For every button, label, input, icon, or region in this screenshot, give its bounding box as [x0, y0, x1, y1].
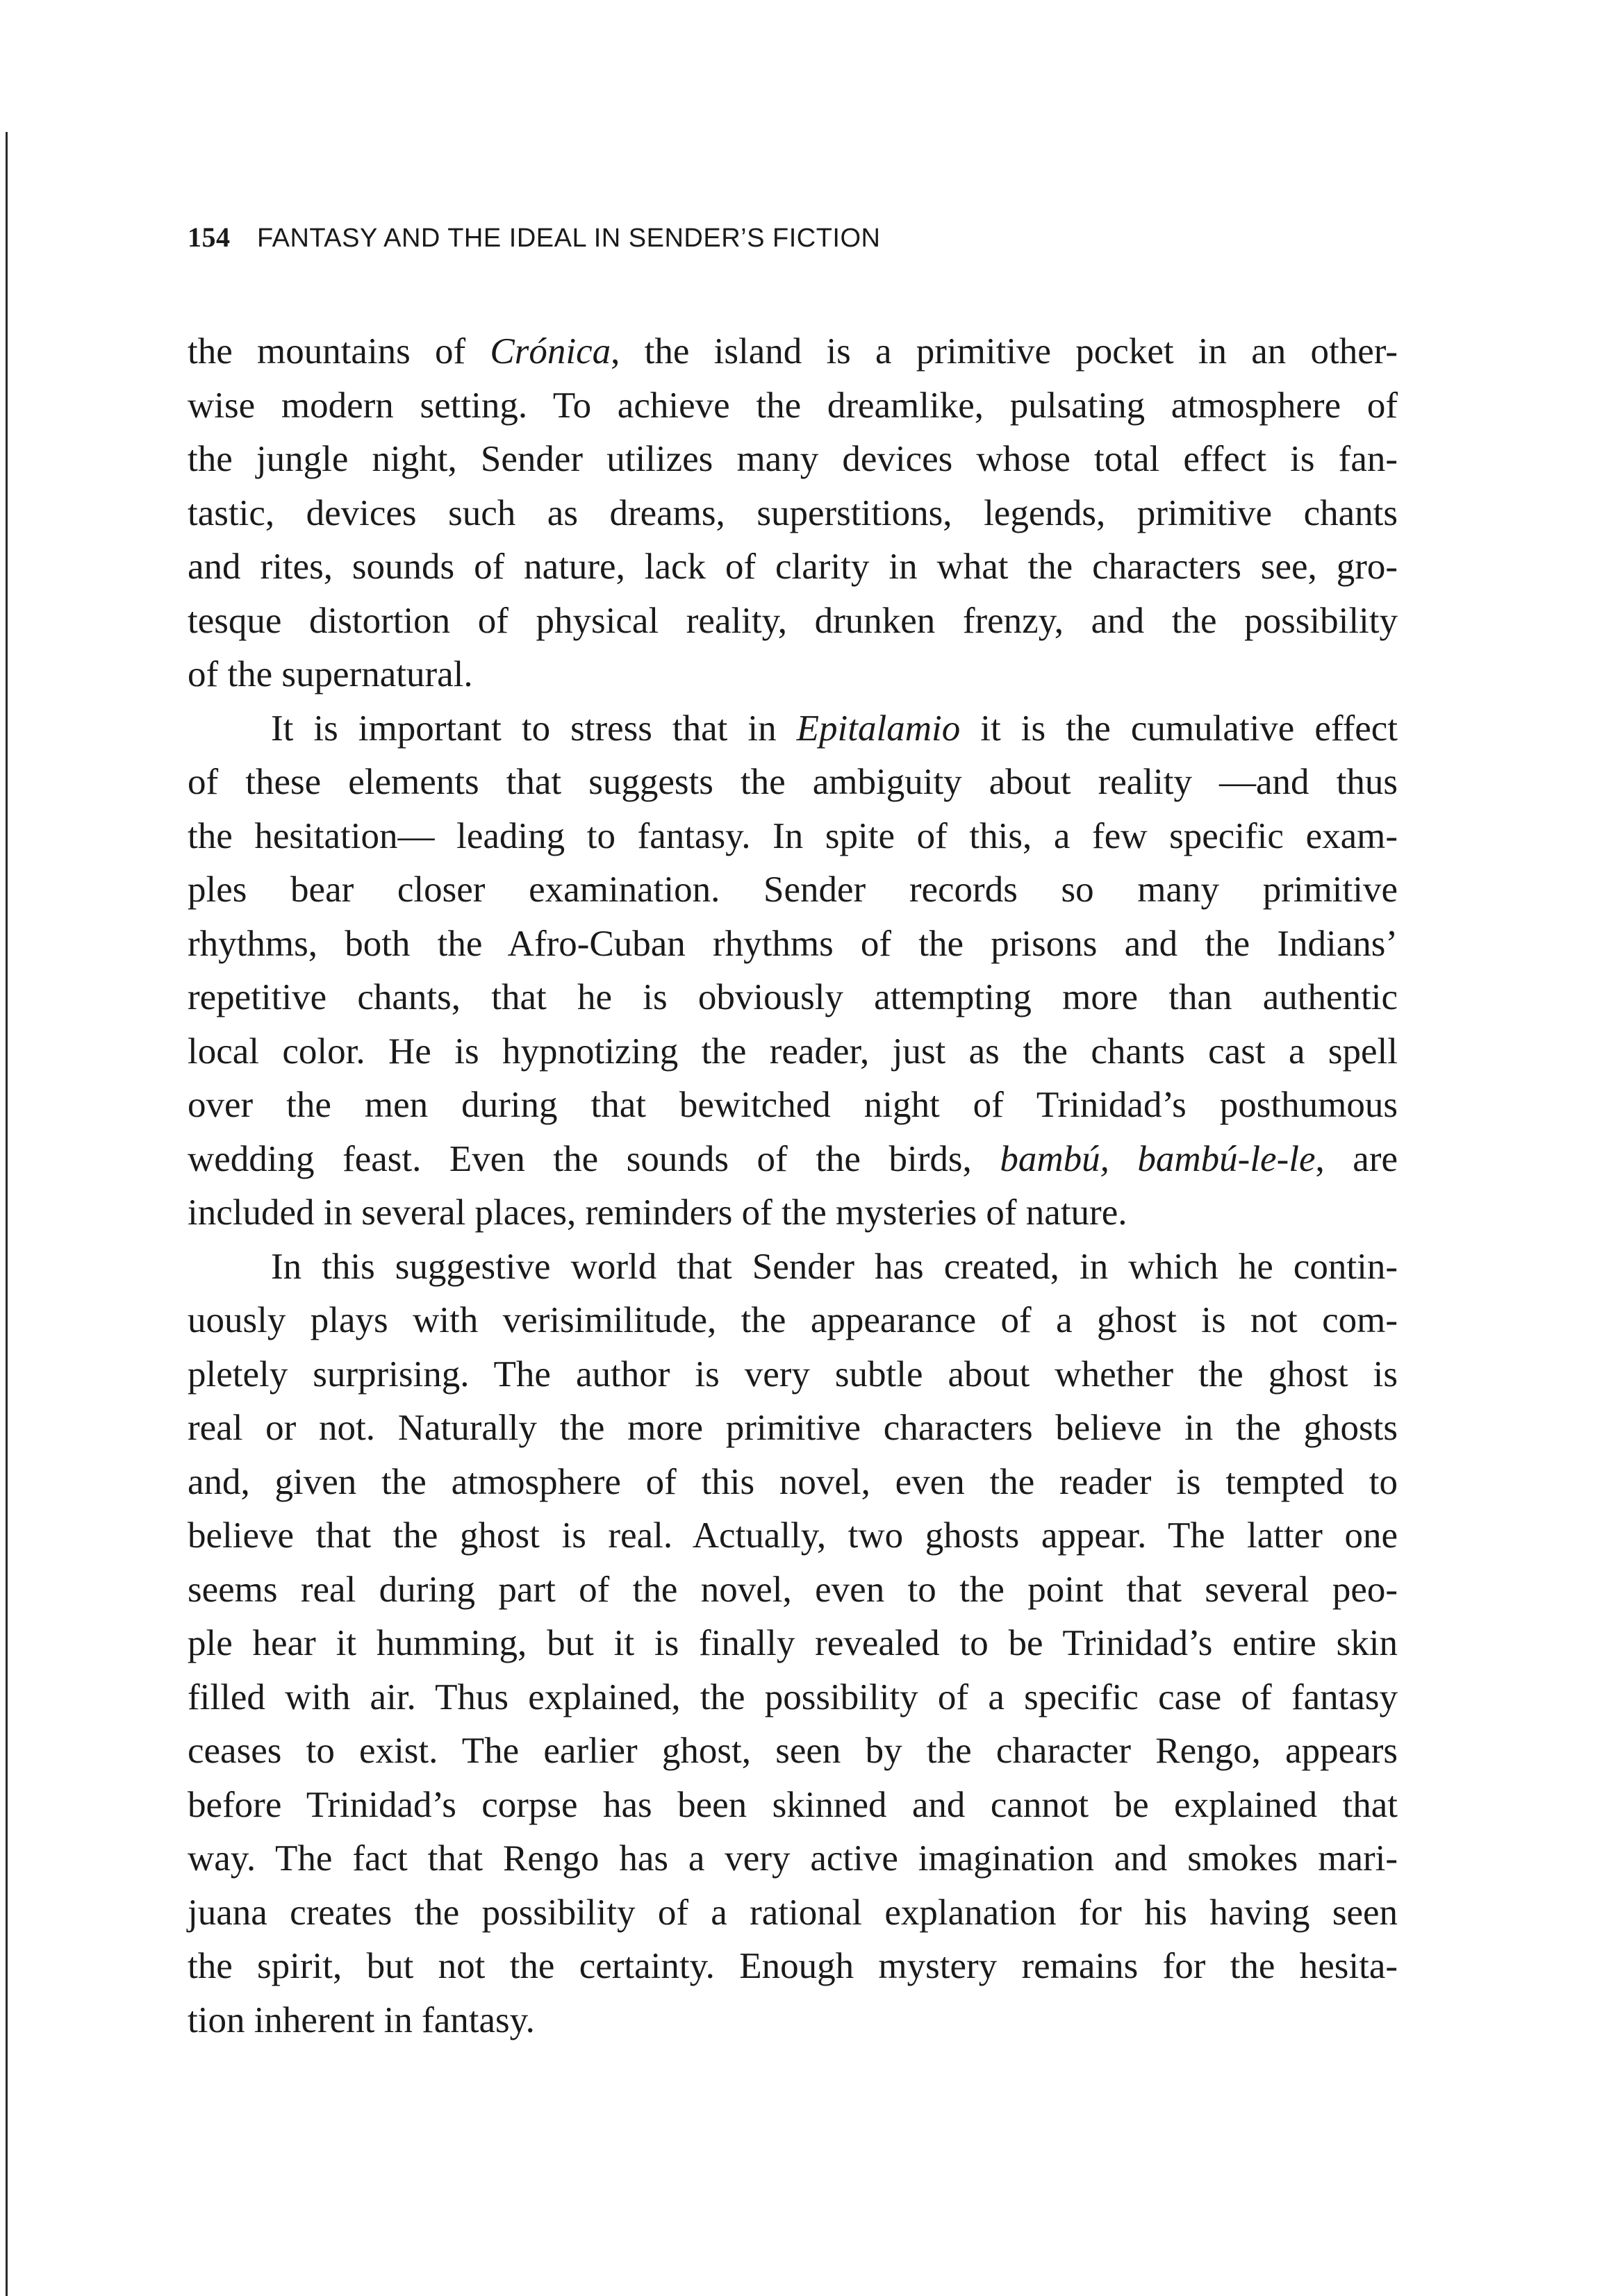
page-number: 154 — [188, 222, 231, 253]
text-run: the hesitation— leading to fantasy. In spite of this, a few specific exam- — [188, 815, 1398, 856]
text-line — [188, 1294, 1398, 1348]
text-run: of the supernatural. — [188, 654, 473, 694]
text-run: the spirit, but not the certainty. Enough mystery remains for the hesita- — [188, 1946, 1398, 1986]
text-run: local color. He is hypnotizing the reader, just as the chants cast a spell — [188, 1031, 1398, 1072]
text-line — [188, 648, 1398, 702]
text-line — [188, 1617, 1398, 1671]
text-line — [188, 1240, 1398, 1295]
text-run: ple hear it humming, but it is finally revealed to be Trinidad’s entire skin — [188, 1623, 1398, 1663]
text-run: the jungle night, Sender utilizes many devices whose total effect is fan- — [188, 439, 1398, 479]
text-line — [188, 917, 1398, 972]
scan-edge-line — [6, 132, 8, 2296]
text-run: of these elements that suggests the ambiguity about reality —and thus — [188, 762, 1398, 802]
text-run: wise modern setting. To achieve the dreamlike, pulsating atmosphere of — [188, 385, 1398, 426]
text-run: , the island is a primitive pocket in an other- — [611, 331, 1398, 372]
text-line — [188, 1940, 1398, 1994]
text-run: tastic, devices such as dreams, superstitions, legends, primitive chants — [188, 492, 1398, 533]
text-line — [188, 379, 1398, 433]
text-run: wedding feast. Even the sounds of the birds, — [188, 1138, 1000, 1179]
text-line — [188, 702, 1398, 756]
text-run: uously plays with verisimilitude, the appearance of a ghost is not com- — [188, 1300, 1398, 1340]
text-run: ples bear closer examination. Sender records so many primitive — [188, 870, 1398, 910]
text-line — [188, 1832, 1398, 1886]
text-line — [188, 1509, 1398, 1563]
text-run: included in several places, reminders of the mysteries of nature. — [188, 1192, 1127, 1233]
text-line — [188, 540, 1398, 594]
running-head — [188, 221, 881, 253]
text-line — [188, 487, 1398, 541]
text-line — [188, 1401, 1398, 1456]
text-run: ceases to exist. The earlier ghost, seen by the character Rengo, appears — [188, 1731, 1398, 1771]
text-run: and, given the atmosphere of this novel, even the reader is tempted to — [188, 1461, 1398, 1502]
text-line — [188, 1079, 1398, 1133]
text-line — [188, 1186, 1398, 1240]
text-run: before Trinidad’s corpse has been skinned and cannot be explained that — [188, 1784, 1398, 1825]
text-run: believe that the ghost is real. Actually, two ghosts appear. The latter one — [188, 1515, 1398, 1556]
paragraph — [188, 702, 1398, 1240]
text-run: repetitive chants, that he is obviously attempting more than authentic — [188, 977, 1398, 1017]
text-run: It is important to stress that in — [271, 708, 797, 749]
text-line — [188, 1671, 1398, 1725]
text-run: , are — [1315, 1138, 1398, 1179]
text-line — [188, 1348, 1398, 1402]
text-run: tesque distortion of physical reality, drunken frenzy, and the possibility — [188, 600, 1398, 641]
italic-text: bambú, bambú-le-le — [1000, 1138, 1316, 1179]
text-line — [188, 863, 1398, 917]
paragraph — [188, 1240, 1398, 2048]
text-line — [188, 1994, 1398, 2048]
text-line — [188, 1456, 1398, 1510]
text-line — [188, 325, 1398, 379]
text-line — [188, 1563, 1398, 1617]
text-run: seems real during part of the novel, even to the point that several peo- — [188, 1569, 1398, 1610]
text-line — [188, 1779, 1398, 1833]
text-line — [188, 1025, 1398, 1079]
text-run: real or not. Naturally the more primitive characters believe in the ghosts — [188, 1408, 1398, 1448]
text-run: and rites, sounds of nature, lack of clarity in what the characters see, gro- — [188, 547, 1398, 587]
running-head-title: FANTASY AND THE IDEAL IN SENDER’S FICTION — [257, 224, 881, 253]
italic-text: Epitalamio — [796, 708, 961, 749]
text-line — [188, 1724, 1398, 1779]
text-run: In this suggestive world that Sender has created, in which he contin- — [271, 1246, 1398, 1287]
text-run: filled with air. Thus explained, the possibility of a specific case of fantasy — [188, 1677, 1398, 1717]
text-line — [188, 594, 1398, 649]
text-line — [188, 1886, 1398, 1940]
text-line — [188, 433, 1398, 487]
text-line — [188, 810, 1398, 864]
text-line — [188, 756, 1398, 810]
text-run: tion inherent in fantasy. — [188, 1999, 535, 2040]
text-run: the mountains of — [188, 331, 490, 372]
body-text — [188, 325, 1398, 2047]
text-line — [188, 971, 1398, 1025]
text-run: it is the cumulative effect — [960, 708, 1398, 749]
text-run: over the men during that bewitched night of Trinidad’s posthumous — [188, 1085, 1398, 1125]
text-line — [188, 1133, 1398, 1187]
paragraph — [188, 325, 1398, 702]
text-run: rhythms, both the Afro-Cuban rhythms of the prisons and the Indians’ — [188, 923, 1398, 964]
italic-text: Crónica — [490, 331, 611, 372]
text-run: pletely surprising. The author is very subtle about whether the ghost is — [188, 1354, 1398, 1395]
text-run: juana creates the possibility of a rational explanation for his having seen — [188, 1892, 1398, 1933]
text-run: way. The fact that Rengo has a very active imagination and smokes mari- — [188, 1838, 1398, 1879]
